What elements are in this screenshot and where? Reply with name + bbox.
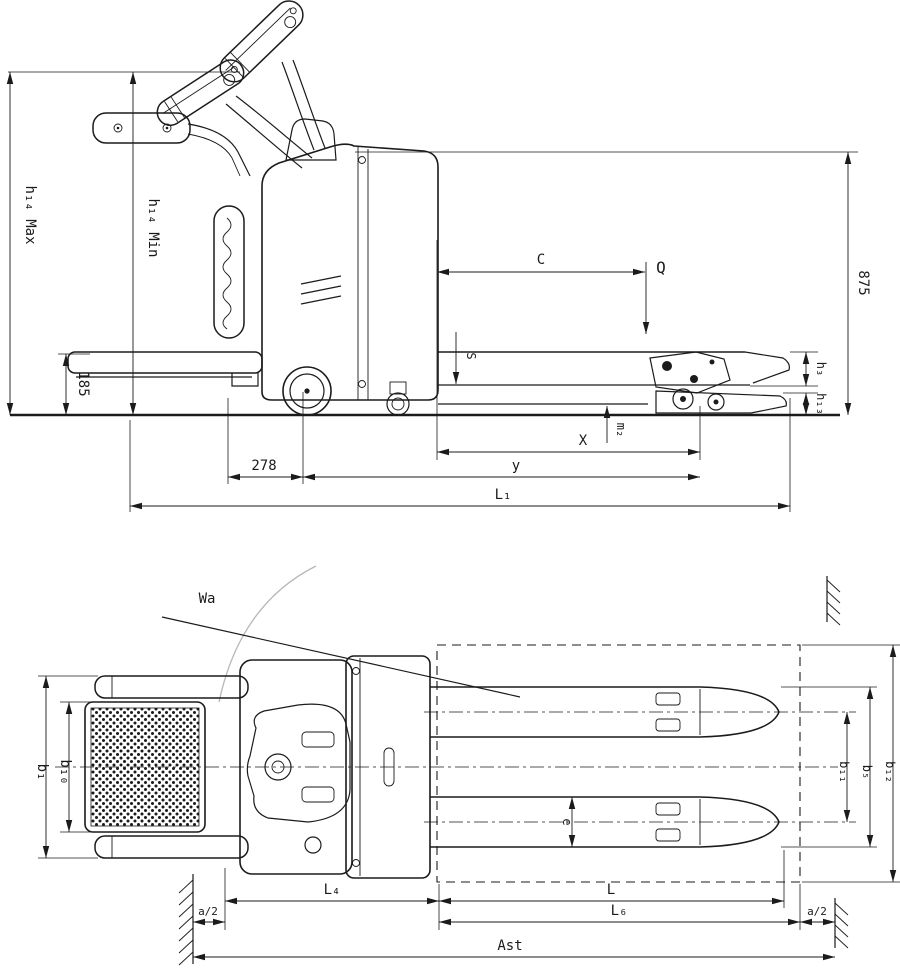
tiller-base-cap bbox=[286, 119, 336, 160]
dim-label-e: e bbox=[560, 818, 574, 826]
side-truck-body bbox=[262, 119, 438, 400]
dim-label-c: C bbox=[536, 252, 546, 268]
caster-wheel bbox=[387, 382, 409, 415]
fork-lowered-outline bbox=[656, 391, 786, 413]
wa-leader-line bbox=[162, 617, 520, 697]
dim-label-l4: L₄ bbox=[323, 882, 341, 898]
dim-label-a2-left: a/2 bbox=[198, 905, 218, 918]
dim-label-b11: b₁₁ bbox=[837, 761, 851, 783]
wall-hatch-top-right bbox=[827, 576, 840, 625]
load-label-q: Q bbox=[656, 258, 666, 277]
dim-label-ast: Ast bbox=[497, 938, 523, 954]
plan-view bbox=[34, 566, 900, 965]
dim-label-185: 185 bbox=[75, 371, 91, 397]
turning-radius-arc bbox=[219, 566, 316, 702]
dim-label-s: S bbox=[464, 352, 478, 360]
dim-label-l: L bbox=[606, 882, 616, 898]
dim-label-a2-right: a/2 bbox=[807, 905, 827, 918]
dim-label-h14-max: h₁₄ Max bbox=[22, 185, 38, 245]
armrest bbox=[93, 113, 250, 176]
side-view bbox=[8, 0, 871, 512]
dim-label-875: 875 bbox=[855, 270, 871, 296]
dim-label-wa: Wa bbox=[198, 591, 216, 607]
wall-hatch-right bbox=[835, 898, 848, 948]
dim-label-y: y bbox=[511, 458, 521, 474]
plan-tiller-head bbox=[247, 704, 350, 822]
backrest-pad bbox=[214, 206, 244, 338]
dim-label-b5: b₅ bbox=[860, 764, 874, 780]
dim-label-h14-min: h₁₄ Min bbox=[145, 198, 161, 258]
dim-label-m2: m₂ bbox=[614, 422, 628, 438]
dim-label-l1: L₁ bbox=[494, 487, 512, 503]
dim-label-b10: b₁₀ bbox=[57, 759, 73, 785]
dim-label-x: X bbox=[578, 433, 588, 449]
dim-label-h3: h₃ bbox=[814, 361, 828, 377]
dim-label-h13: h₁₃ bbox=[814, 393, 828, 415]
wall-hatch-bottom-left bbox=[179, 874, 193, 965]
drive-wheel bbox=[283, 367, 331, 415]
dim-label-l6: L₆ bbox=[610, 903, 628, 919]
standing-platform bbox=[85, 702, 205, 832]
vent-slots bbox=[301, 276, 341, 304]
dim-label-b12: b₁₂ bbox=[883, 761, 897, 783]
side-dimensions bbox=[8, 72, 871, 512]
side-arm-bottom bbox=[95, 836, 248, 858]
load-wheel-linkage bbox=[650, 352, 730, 393]
dim-label-b1: b₁ bbox=[34, 763, 50, 781]
dim-label-278: 278 bbox=[251, 458, 277, 474]
operator-platform bbox=[68, 352, 262, 386]
fork-side-profile bbox=[438, 352, 789, 413]
